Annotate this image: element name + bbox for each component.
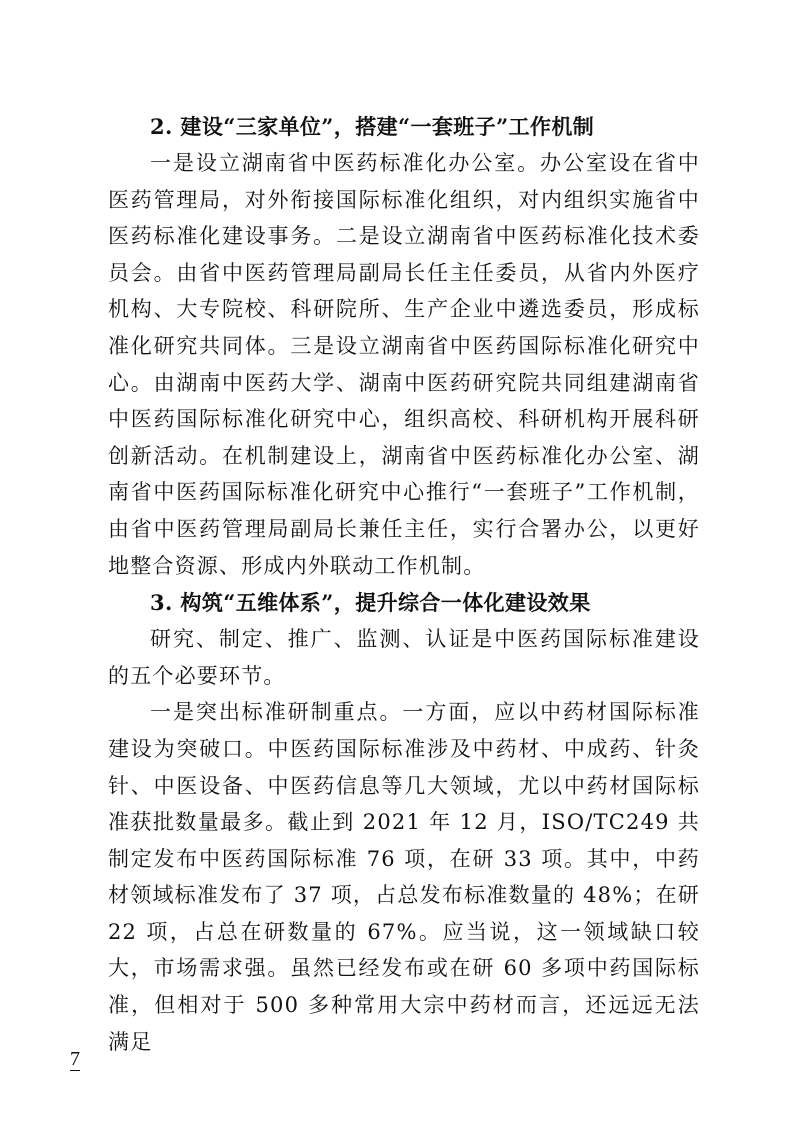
section-2-paragraph: 一是设立湖南省中医药标准化办公室。办公室设在省中医药管理局，对外衔接国际标准化组织，对内组织实施省中医药标准化建设事务。二是设立湖南省中医药标准化技术委员会。由省中医药管理局副局长任主任委员，从省内外医疗机构、大专院校、科研院所、生产企业中遴选委员，形成标准化研究共同体。三是设立湖南省中医药国际标准化研究中心。由湖南中医药大学、湖南中医药研究院共同组建湖南省中医药国际标准化研究中心，组织高校、科研机构开展科研创新活动。在机制建设上，湖南省中医药标准化办公室、湖南省中医药国际标准化研究中心推行“一套班子”工作机制，由省中医药管理局副局长兼任主任，实行合署办公，以更好地整合资源、形成内外联动工作机制。 (108, 151, 700, 578)
section-3-paragraph-1: 研究、制定、推广、监测、认证是中医药国际标准建设的五个必要环节。 (108, 627, 700, 688)
section-2-heading: 2. 建设“三家单位”，搭建“一套班子”工作机制 (150, 114, 595, 139)
page-number: 7 (70, 1048, 80, 1070)
section-3-heading: 3. 构筑“五维体系”，提升综合一体化建设效果 (150, 590, 591, 616)
page-content (108, 108, 700, 1060)
section-3-paragraph-2: 一是突出标准研制重点。一方面，应以中药材国际标准建设为突破口。中医药国际标准涉及中药材、中成药、针灸针、中医设备、中医药信息等几大领域，尤以中药材国际标准获批数量最多。截止到 2021 年 12 月，ISO/TC249 共制定发布中医药国际标准 76 项，在研 33 项。其中，中药材领域标准发布了 37 项，占总发布标准数量的 48%；在研 22 项，占总在研数量的 67%。应当说，这一领域缺口较大，市场需求强。虽然已经发布或在研 60 多项中药国际标准，但相对于 500 多种常用大宗中药材而言，还远远无法满足 (108, 700, 700, 1054)
